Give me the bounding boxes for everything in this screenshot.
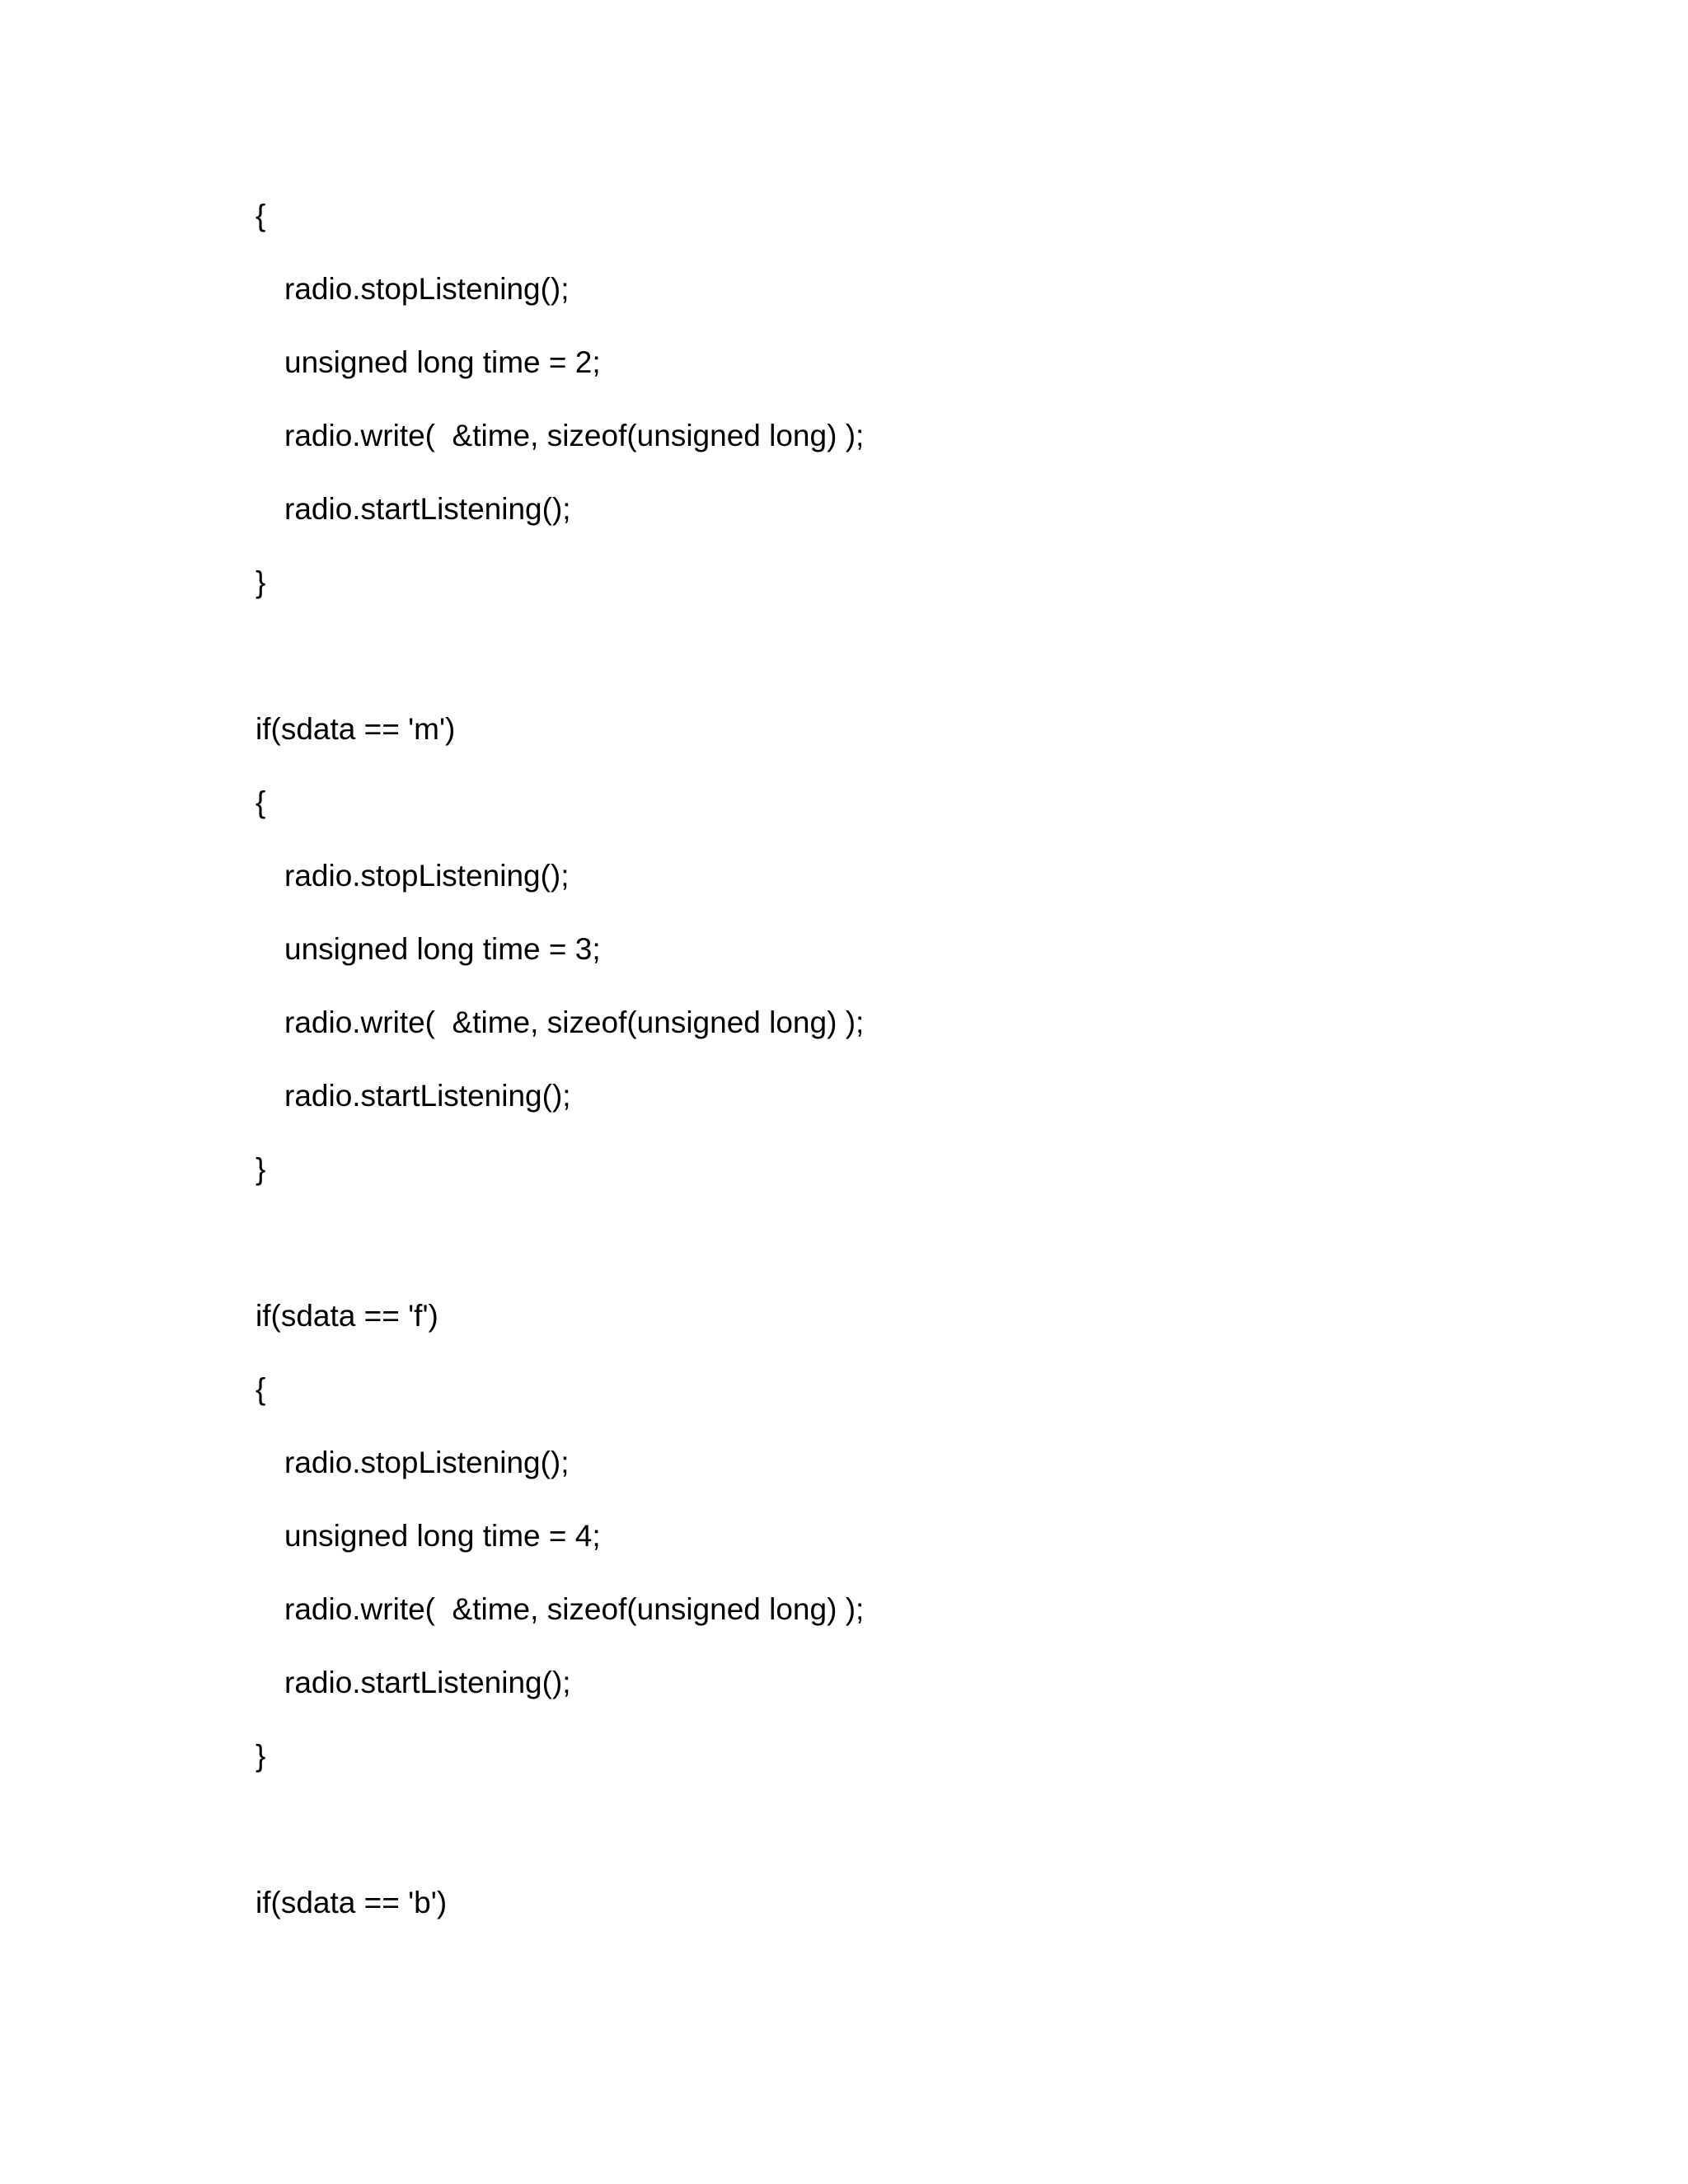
code-line: radio.startListening(); [284,1666,571,1699]
code-line: { [256,1372,266,1406]
code-line: radio.stopListening(); [284,1446,570,1479]
code-line: radio.stopListening(); [284,272,570,306]
code-line: radio.write( &time, sizeof(unsigned long) ); [284,419,865,452]
code-line: radio.write( &time, sizeof(unsigned long) ); [284,1592,865,1626]
code-line: unsigned long time = 4; [284,1519,601,1553]
code-line: } [256,1739,266,1773]
code-line: radio.startListening(); [284,1079,571,1113]
code-line: { [256,199,266,232]
code-line: if(sdata == 'm') [256,712,456,746]
code-line: radio.startListening(); [284,492,571,526]
code-line: unsigned long time = 2; [284,345,601,379]
code-line: unsigned long time = 3; [284,932,601,966]
code-line: if(sdata == 'f') [256,1299,438,1333]
code-line: radio.stopListening(); [284,859,570,893]
code-line: radio.write( &time, sizeof(unsigned long) ); [284,1005,865,1039]
code-line: if(sdata == 'b') [256,1886,448,1919]
code-line: } [256,1152,266,1186]
code-line: } [256,565,266,599]
code-line: { [256,785,266,819]
